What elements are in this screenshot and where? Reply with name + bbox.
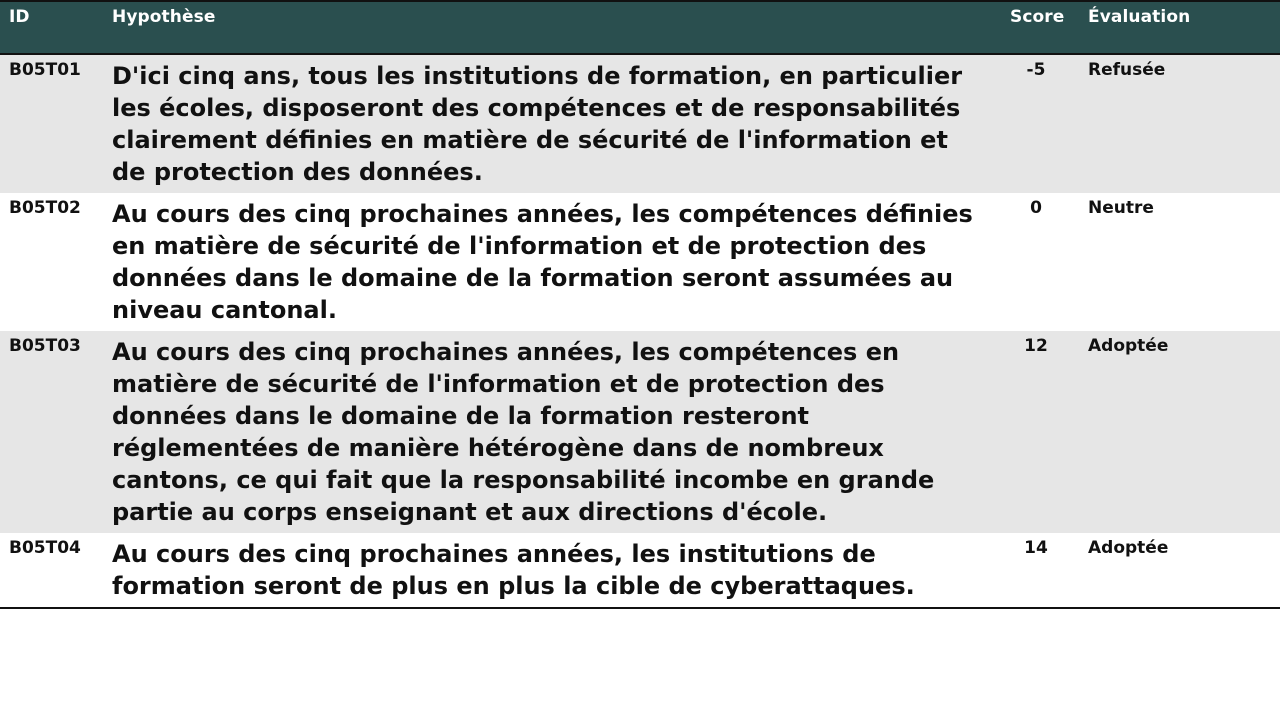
- row-id: B05T04: [9, 538, 81, 558]
- row-score: 12: [1024, 336, 1048, 356]
- row-id: B05T01: [9, 60, 81, 80]
- row-id: B05T03: [9, 336, 81, 356]
- row-score: 0: [1030, 198, 1042, 218]
- row-hypothesis: Au cours des cinq prochaines années, les compétences définies en matière de sécurité de l'information et de protection des données dans le domaine de la formation seront assumées au niveau cantonal.: [112, 200, 973, 324]
- row-evaluation: Neutre: [1088, 198, 1154, 218]
- table-row: [0, 331, 1280, 533]
- column-header-hypothesis: Hypothèse: [112, 7, 216, 27]
- column-header-id: ID: [9, 7, 30, 27]
- row-score: -5: [1026, 60, 1046, 80]
- row-hypothesis: Au cours des cinq prochaines années, les compétences en matière de sécurité de l'information et de protection des données dans le domaine de la formation resteront réglementées de manière hétérogène dans de nombreux cantons, ce qui fait que la responsabilité incombe en grande partie au corps enseignant et aux directions d'école.: [112, 338, 935, 526]
- column-header-evaluation: Évaluation: [1088, 7, 1191, 27]
- column-header-score: Score: [1010, 7, 1065, 27]
- table-header: [0, 0, 1280, 55]
- row-evaluation: Refusée: [1088, 60, 1166, 80]
- row-id: B05T02: [9, 198, 81, 218]
- row-score: 14: [1024, 538, 1048, 558]
- row-evaluation: Adoptée: [1088, 336, 1169, 356]
- row-hypothesis: Au cours des cinq prochaines années, les institutions de formation seront de plus en plus la cible de cyberattaques.: [112, 540, 915, 600]
- table-row: [0, 533, 1280, 607]
- table-row: [0, 55, 1280, 193]
- row-evaluation: Adoptée: [1088, 538, 1169, 558]
- table-row: [0, 193, 1280, 331]
- row-hypothesis: D'ici cinq ans, tous les institutions de formation, en particulier les écoles, disposeront des compétences et de responsabilités clairement définies en matière de sécurité de l'information et de protection des données.: [112, 62, 963, 186]
